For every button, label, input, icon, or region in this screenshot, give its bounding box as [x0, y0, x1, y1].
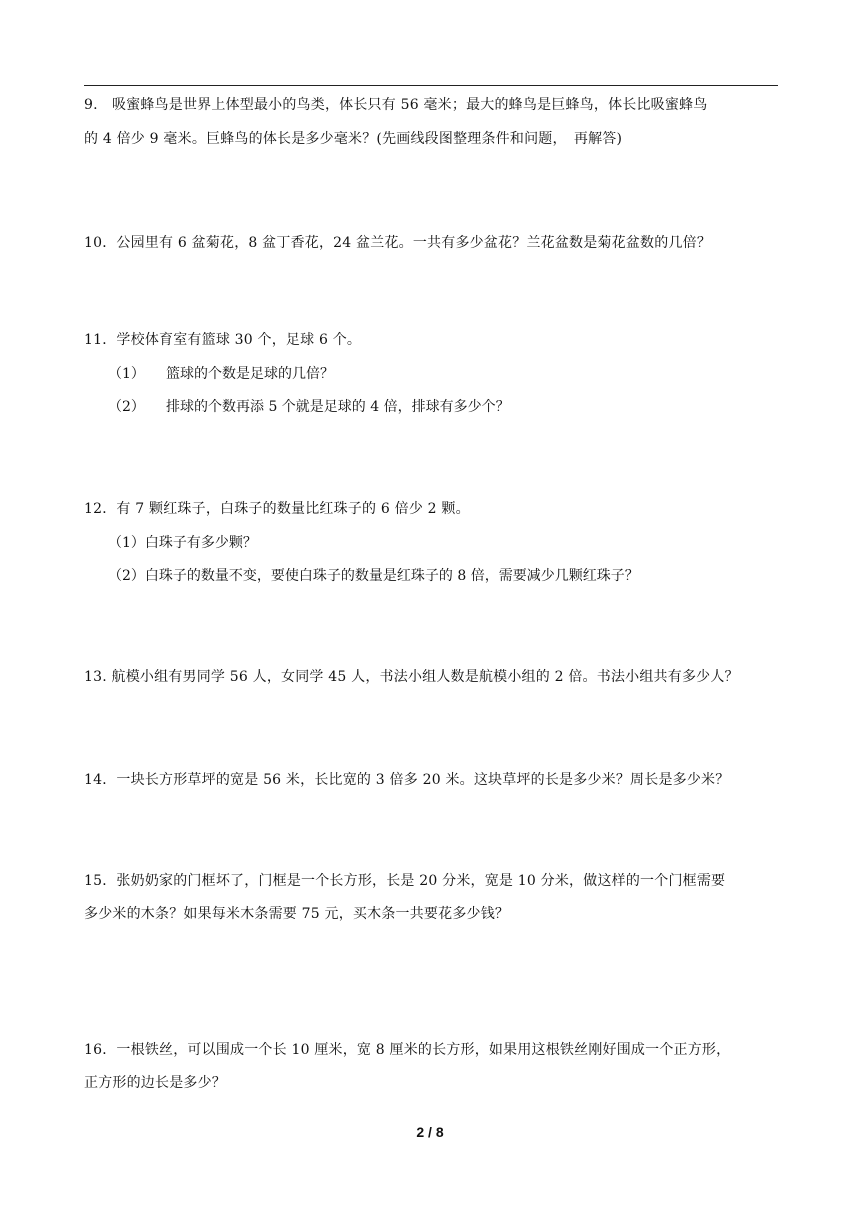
question-13: 13. 航模小组有男同学 56 人，女同学 45 人，书法小组人数是航模小组的 2 倍。书法小组共有多少人？ — [84, 669, 739, 685]
part-tag: （1） — [108, 366, 145, 382]
question-11-part-2 — [108, 392, 510, 422]
header-rule — [84, 85, 778, 86]
question-9-line-2: 的 4 倍少 9 毫米。巨蜂鸟的体长是多少毫米？(先画线段图整理条件和问题， 再解答) — [84, 131, 623, 147]
question-12: 12．有 7 颗红珠子，白珠子的数量比红珠子的 6 倍少 2 颗。 — [84, 501, 470, 517]
part-tag: （2） — [108, 399, 145, 415]
question-16-line-1: 16．一根铁丝，可以围成一个长 10 厘米，宽 8 厘米的长方形，如果用这根铁丝刚好围成一个正方形， — [84, 1042, 731, 1058]
question-16-line-2: 正方形的边长是多少？ — [84, 1075, 226, 1091]
question-12-part-2: （2）白珠子的数量不变，要使白珠子的数量是红珠子的 8 倍，需要减少几颗红珠子？ — [108, 568, 639, 584]
question-9-line-1: 9. 吸蜜蜂鸟是世界上体型最小的鸟类，体长只有 56 毫米；最大的蜂鸟是巨蜂鸟，体长比吸蜜蜂鸟 — [84, 97, 708, 113]
part-text: 排球的个数再添 5 个就是足球的 4 倍，排球有多少个？ — [166, 399, 510, 415]
question-12-part-1: （1）白珠子有多少颗？ — [108, 535, 257, 551]
page-number: 2 / 8 — [416, 1124, 444, 1140]
part-text: 篮球的个数是足球的几倍？ — [166, 366, 334, 382]
question-14: 14．一块长方形草坪的宽是 56 米，长比宽的 3 倍多 20 米。这块草坪的长是多少米？周长是多少米？ — [84, 772, 730, 788]
question-10: 10．公园里有 6 盆菊花，8 盆丁香花，24 盆兰花。一共有多少盆花？兰花盆数是菊花盆数的几倍？ — [84, 235, 712, 251]
question-11-part-1 — [108, 359, 334, 389]
question-15-line-2: 多少米的木条？如果每米木条需要 75 元，买木条一共要花多少钱？ — [84, 906, 510, 922]
question-15-line-1: 15．张奶奶家的门框坏了，门框是一个长方形，长是 20 分米，宽是 10 分米，做这样的一个门框需要 — [84, 873, 726, 889]
question-11: 11．学校体育室有篮球 30 个，足球 6 个。 — [84, 332, 362, 348]
